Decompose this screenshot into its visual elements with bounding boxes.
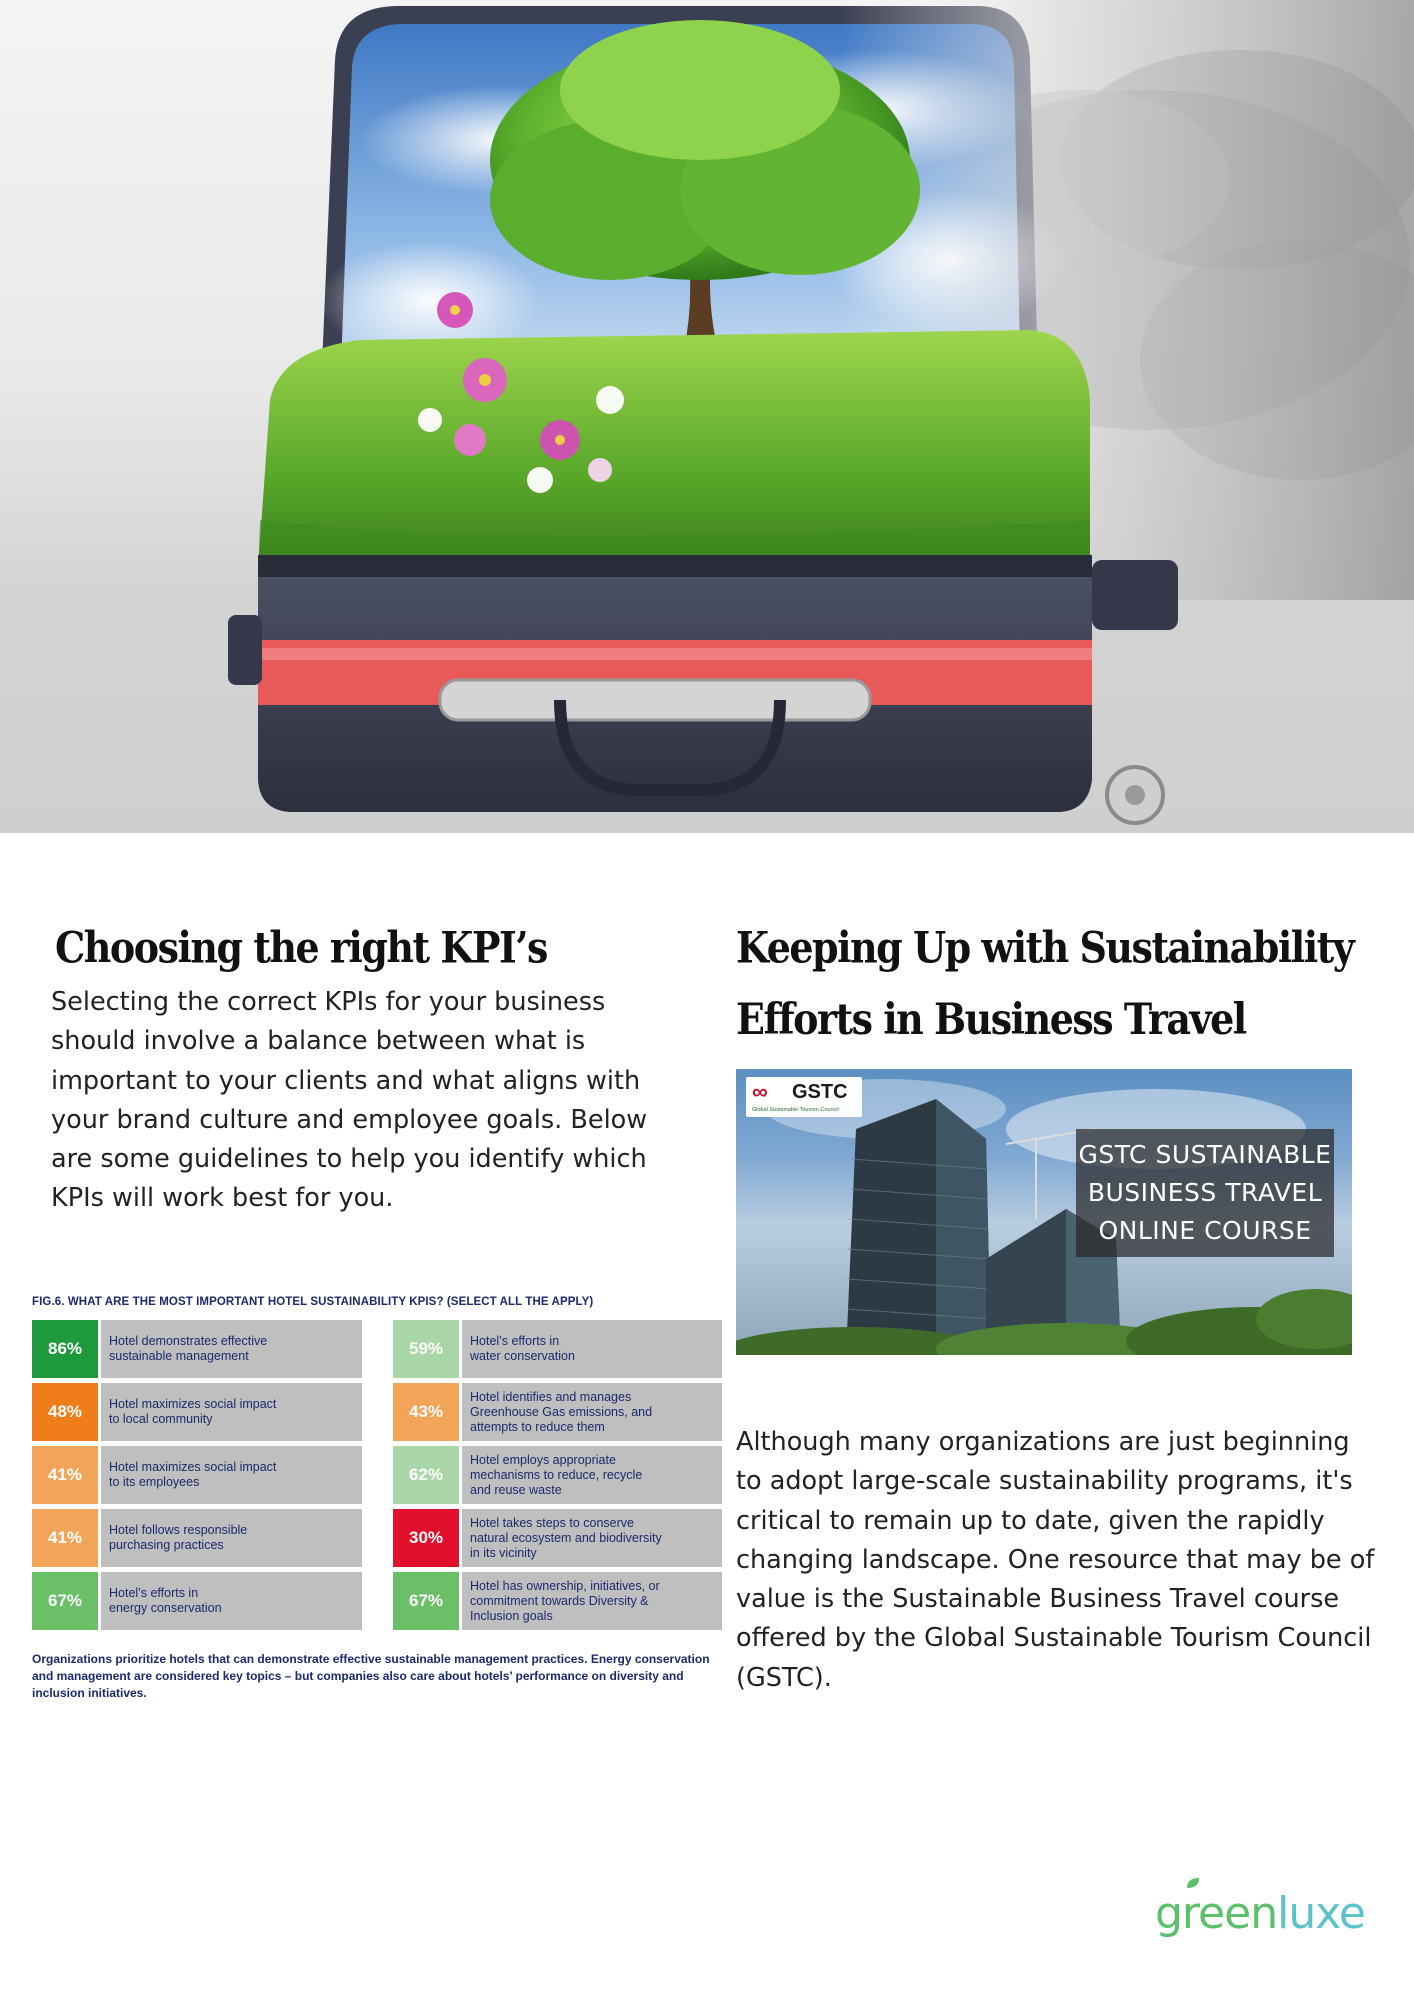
kpi-label: Hotel’s efforts in water conservation (462, 1320, 722, 1378)
course-title-box (1076, 1129, 1334, 1257)
gstc-logo-text: GSTC (792, 1081, 848, 1103)
kpi-label: Hotel employs appropriate mechanisms to reduce, recycle and reuse waste (462, 1446, 722, 1504)
kpi-row (393, 1572, 722, 1630)
kpi-label: Hotel has ownership, initiatives, or commitment towards Diversity & Inclusion goals (462, 1572, 722, 1630)
kpi-label: Hotel maximizes social impact to its employees (101, 1446, 362, 1504)
course-line: GSTC SUSTAINABLE (1078, 1140, 1332, 1169)
kpi-column-left (32, 1320, 362, 1635)
gstc-logo (746, 1077, 862, 1117)
figure-note: Organizations prioritize hotels that can demonstrate effective sustainable management practices. Energy conservation and management are considered key topics – but companies also care about hotels’ performance on diversity and inclusion initiatives. (32, 1652, 710, 1700)
gstc-course-image (736, 1069, 1352, 1355)
kpi-row (32, 1446, 362, 1504)
suitcase-illustration (0, 0, 1414, 833)
figure-title: FIG.6. WHAT ARE THE MOST IMPORTANT HOTEL SUSTAINABILITY KPIS? (SELECT ALL THE APPLY) (32, 1296, 594, 1308)
kpi-percent: 67% (393, 1572, 459, 1630)
kpi-label: Hotel follows responsible purchasing practices (101, 1509, 362, 1567)
infinity-icon: ∞ (752, 1079, 766, 1104)
kpi-label: Hotel’s efforts in energy conservation (101, 1572, 362, 1630)
kpi-paragraph: Selecting the correct KPIs for your business should involve a balance between what is important to your clients and what aligns with your brand culture and employee goals. Below are some guidelines to help you identify which KPIs will work best for you. (51, 987, 648, 1214)
kpi-row (393, 1320, 722, 1378)
kpi-percent: 41% (32, 1446, 98, 1504)
kpi-row (32, 1509, 362, 1567)
kpi-row (393, 1446, 722, 1504)
kpi-label: Hotel takes steps to conserve natural ecosystem and biodiversity in its vicinity (462, 1509, 722, 1567)
kpi-row (393, 1383, 722, 1441)
kpi-percent: 30% (393, 1509, 459, 1567)
greenluxe-logo (1155, 1888, 1365, 1939)
kpi-percent: 67% (32, 1572, 98, 1630)
kpi-percent: 43% (393, 1383, 459, 1441)
kpi-heading: Choosing the right KPI’s (55, 922, 547, 973)
kpi-row (32, 1383, 362, 1441)
kpi-label: Hotel maximizes social impact to local community (101, 1383, 362, 1441)
kpi-percent: 48% (32, 1383, 98, 1441)
kpi-row (393, 1509, 722, 1567)
kpi-percent: 86% (32, 1320, 98, 1378)
kpi-label: Hotel identifies and manages Greenhouse Gas emissions, and attempts to reduce them (462, 1383, 722, 1441)
kpi-percent: 62% (393, 1446, 459, 1504)
kpi-label: Hotel demonstrates effective sustainable management (101, 1320, 362, 1378)
sustainability-paragraph: Although many organizations are just beginning to adopt large-scale sustainability programs, it's critical to remain up to date, given the rapidly changing landscape. One resource that may be of value is the Sustainable Business Travel course offered by the Global Sustainable Tourism Council (GSTC). (736, 1427, 1375, 1693)
brand-part-luxe: luxe (1277, 1888, 1365, 1939)
course-line: ONLINE COURSE (1098, 1216, 1312, 1245)
kpi-percent: 59% (393, 1320, 459, 1378)
kpi-column-right (393, 1320, 722, 1635)
gstc-logo-subtitle: Global Sustainable Tourism Council (752, 1107, 839, 1113)
hero-image (0, 0, 1414, 833)
kpi-percent: 41% (32, 1509, 98, 1567)
course-line: BUSINESS TRAVEL (1087, 1178, 1323, 1207)
kpi-row (32, 1320, 362, 1378)
kpi-row (32, 1572, 362, 1630)
sustainability-heading: Keeping Up with Sustainability Efforts in Business Travel (736, 922, 1354, 1045)
brand-part-green: green (1155, 1888, 1278, 1939)
